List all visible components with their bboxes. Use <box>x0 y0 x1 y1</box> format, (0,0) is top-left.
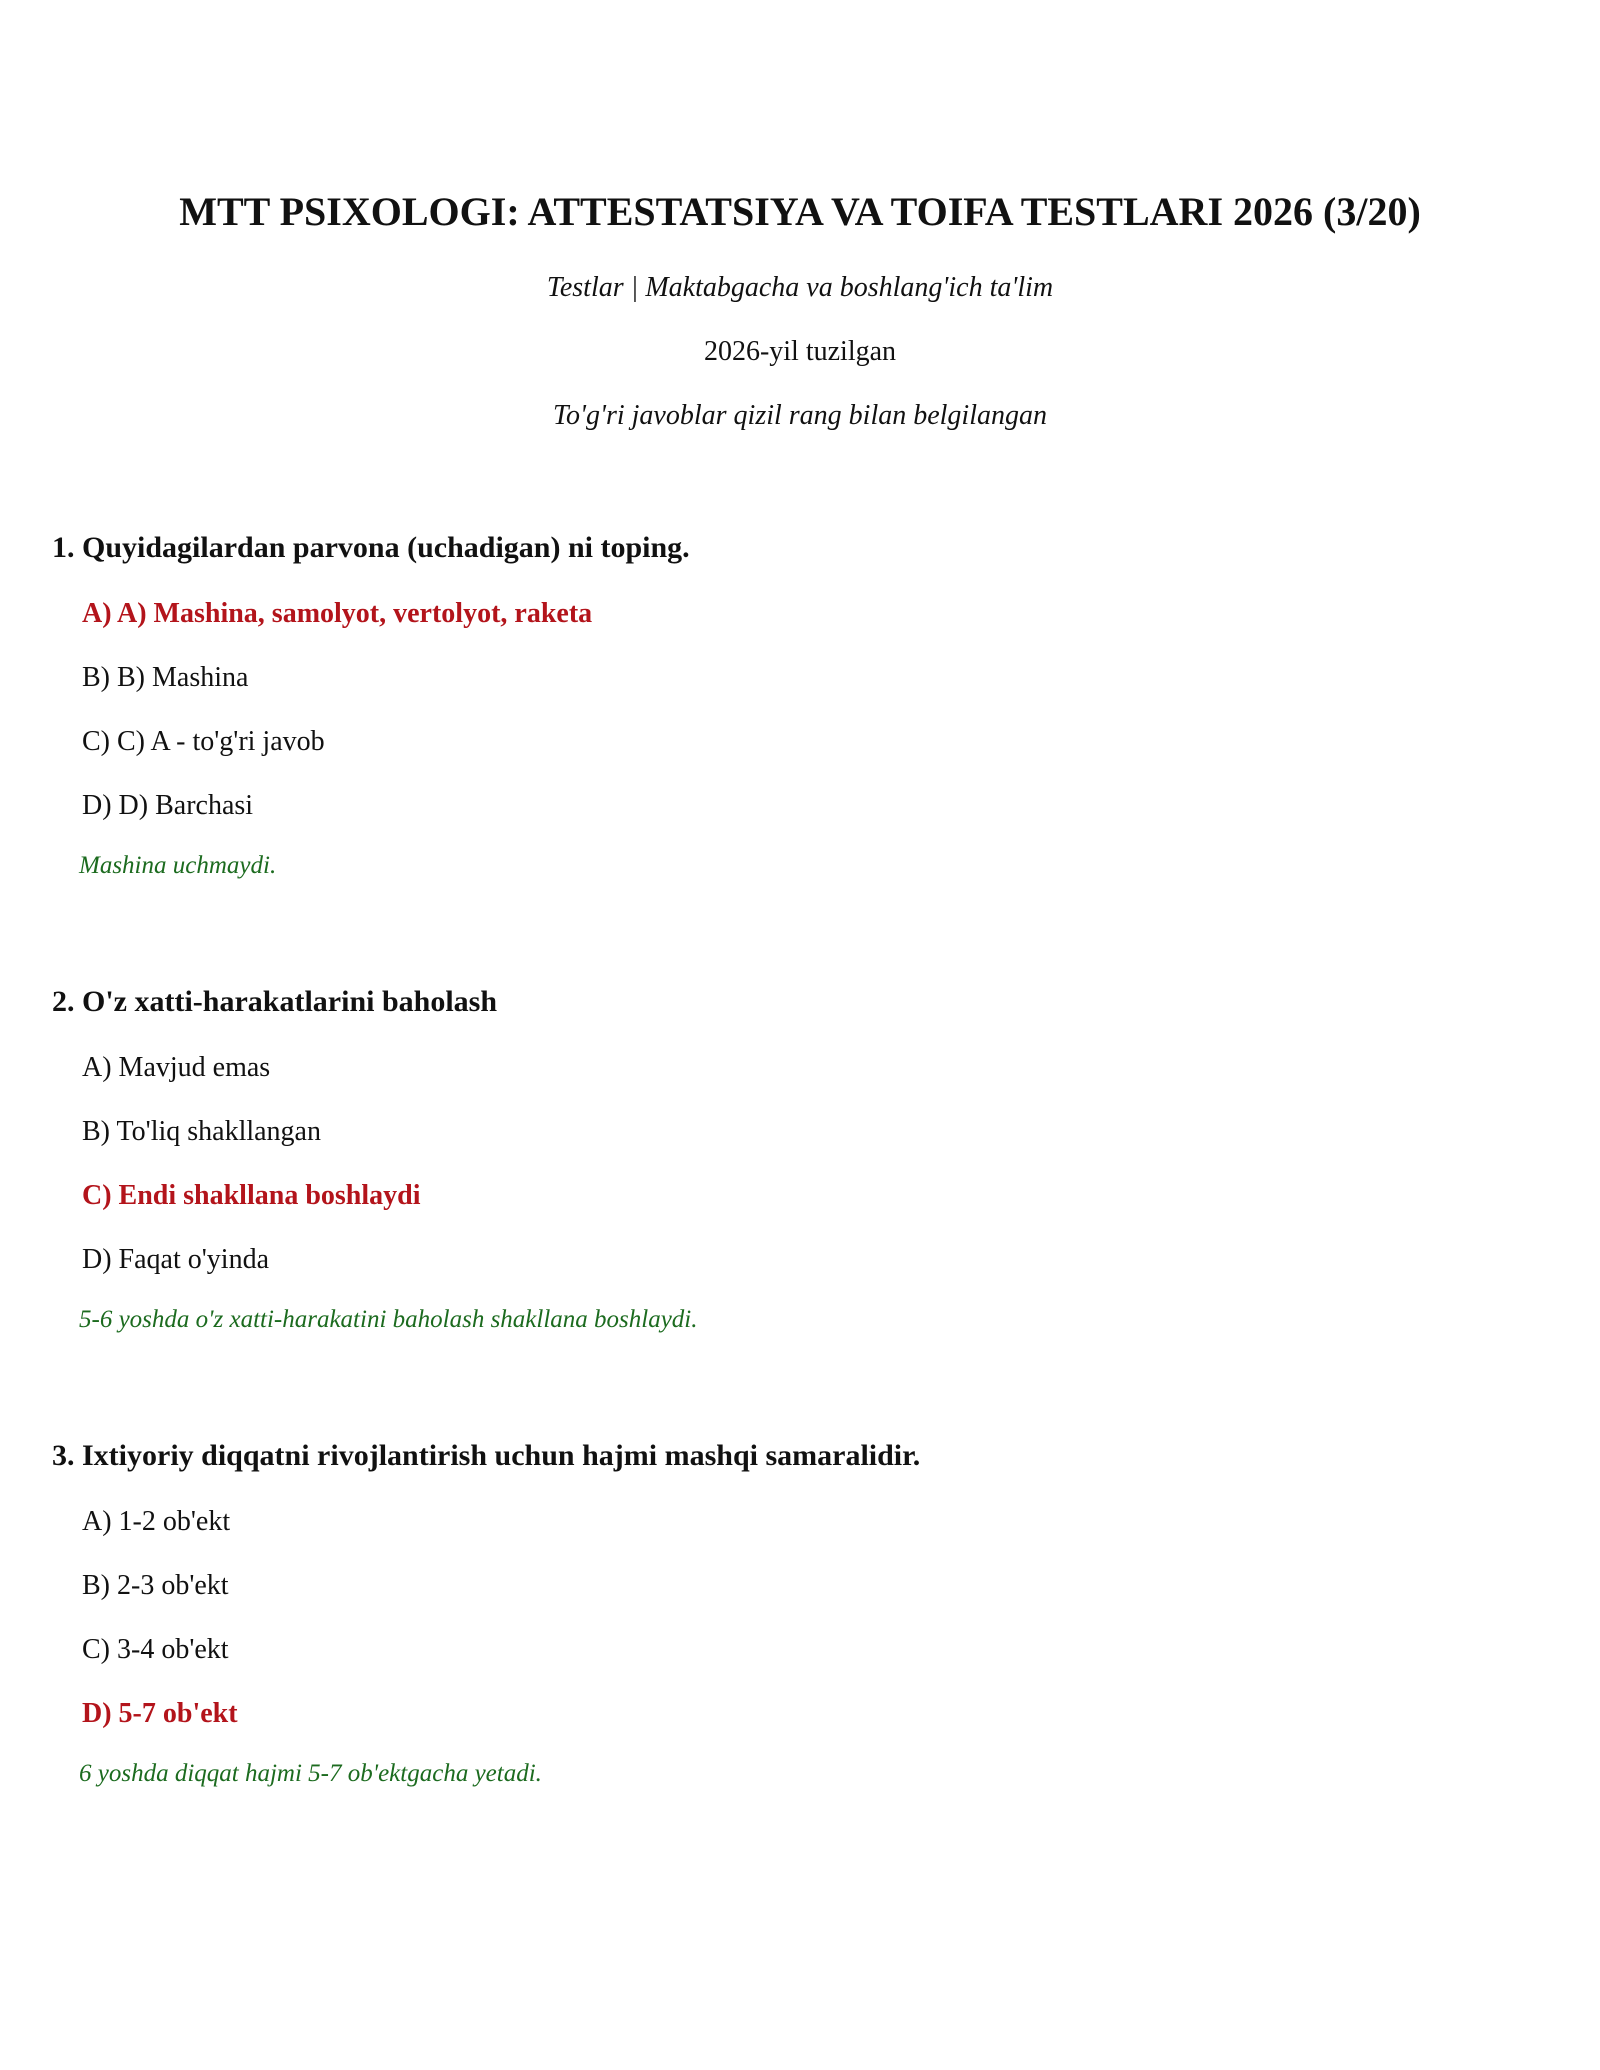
question-block <box>52 528 1552 882</box>
answer-explanation: Mashina uchmaydi. <box>79 852 277 879</box>
answer-option-d: D) D) Barchasi <box>82 790 254 821</box>
answer-option-c: C) C) A - to'g'ri javob <box>82 726 325 757</box>
answer-option-c: C) 3-4 ob'ekt <box>82 1634 229 1665</box>
answer-explanation: 6 yoshda diqqat hajmi 5-7 ob'ektgacha yetadi. <box>79 1760 542 1787</box>
legend-note: To'g'ri javoblar qizil rang bilan belgilangan <box>553 400 1047 431</box>
answer-option-b: B) To'liq shakllangan <box>82 1116 321 1147</box>
answer-option-a: A) 1-2 ob'ekt <box>82 1506 231 1537</box>
question-block <box>52 982 1552 1336</box>
answer-option-a: A) Mavjud emas <box>82 1052 271 1083</box>
answer-explanation: 5-6 yoshda o'z xatti-harakatini baholash shakllana boshlaydi. <box>79 1306 698 1333</box>
answer-option-d: D) Faqat o'yinda <box>82 1244 270 1275</box>
question-text: 1. Quyidagilardan parvona (uchadigan) ni toping. <box>52 531 690 564</box>
answer-option-a: A) A) Mashina, samolyot, vertolyot, raketa <box>82 598 593 629</box>
category-subtitle: Testlar | Maktabgacha va boshlang'ich ta'lim <box>546 272 1054 303</box>
question-text: 3. Ixtiyoriy diqqatni rivojlantirish uchun hajmi mashqi samaralidir. <box>52 1439 921 1472</box>
year-note: 2026-yil tuzilgan <box>703 336 897 367</box>
answer-option-c: C) Endi shakllana boshlaydi <box>82 1180 421 1211</box>
answer-option-d: D) 5-7 ob'ekt <box>82 1698 238 1729</box>
question-text: 2. O'z xatti-harakatlarini baholash <box>52 985 498 1018</box>
answer-option-b: B) B) Mashina <box>82 662 249 693</box>
page-title: MTT PSIXOLOGI: ATTESTATSIYA VA TOIFA TESTLARI 2026 (3/20) <box>179 189 1421 234</box>
answer-option-b: B) 2-3 ob'ekt <box>82 1570 229 1601</box>
question-block <box>52 1436 1552 1790</box>
